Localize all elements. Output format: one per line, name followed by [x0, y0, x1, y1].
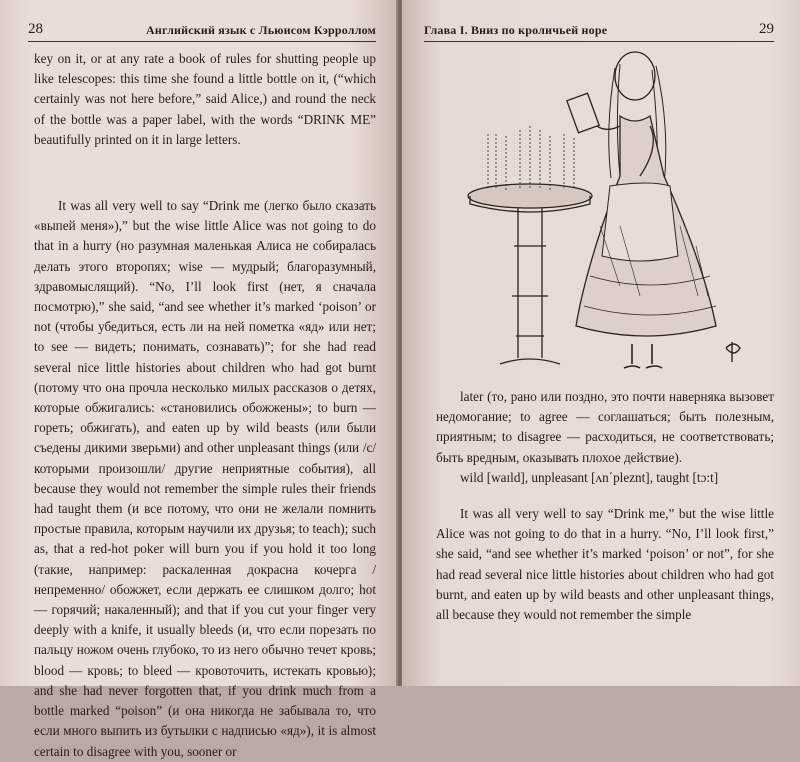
right-running-head: Глава I. Вниз по кроличьей норе — [424, 23, 608, 37]
left-page — [0, 0, 398, 759]
transcription-line: wild [waɪld], unpleasant [ʌn΄pleznt], taught [tɔ:t] — [460, 469, 719, 485]
left-paragraph-2: It was all very well to say “Drink me (легко было сказать «выпей меня»),” but the wise little Alice was not going to do that in a hurry (но разумная маленькая Алиса не собиралась делать этого второпях; wise — мудрый; благоразумный, здравомыслящий). “No, I’ll look first (нет, я сначала посмотрю),” she said, “and see whether it’s marked ‘poison’ or not (чтобы убедиться, есть ли на ней пометка «яд» или нет; to see — видеть; понимать, сознавать)”; for she had read several nice little histories about children who had got burnt (потому что она прочла несколько милых рассказов о детях, которые обжигались: «становились обожжены»; to burn — гореть; обжигать), and eaten up by wild beasts (или были съедены дикими зверьми) and other unpleasant things (или /с/ которыми произошли/ другие неприятные события), all because they would not remember the simple rules their friends had taught them (и все потому, что они не желали помнить простые правила, которым научили их друзья; to teach); such as, that a red-hot poker will burn you if you hold it too long (такие, например: раскаленная докрасна кочерга /непременно/ обожжет, если держать ее слишком долго; hot — горячий; накаленный); and that if you cut your finger very deeply with a knife, it usually bleeds (и, что если порезать по пальцу ножом очень глубоко, то из него обычно течет кровь; blood — кровь; to bleed — кровоточить, истекать кровью); and she had never forgotten that, if you drink much from a bottle marked “poison” (и она никогда не забывала то, что если много выпить из бутылки с надписью «яд»), it is almost certain to disagree with you, sooner or — [34, 198, 376, 759]
right-page-number: 29 — [759, 21, 774, 37]
alice-illustration — [460, 46, 760, 376]
paragraph-gap — [34, 150, 376, 196]
right-paragraph-2: It was all very well to say “Drink me,” but the wise little Alice was not going to do that in a hurry. “No, I’ll look first,” she said, “and see whether it’s marked ‘poison’ or not”, for she had read several nice little histories about children who had got burnt, and eaten up by wild beasts and other unpleasant things, all because they would not remember the simple — [436, 506, 774, 623]
right-page-text — [424, 381, 782, 625]
left-page-number: 28 — [28, 21, 43, 37]
right-page — [402, 0, 800, 686]
right-paragraph-1: later (то, рано или поздно, это почти наверняка вызовет недомогание; to agree — соглашаться; быть полезным, приятным; to disagree — расходиться, не соответствовать; быть вредным, оказывать плохое действие). — [436, 389, 774, 465]
left-page-text — [18, 42, 376, 762]
left-paragraph-1: key on it, or at any rate a book of rules for shutting people up like telescopes: this time she found a little bottle on it, (“which certainly was not here before,” said Alice,) and round the neck of the bottle was a paper label, with the words “DRINK ME” beautifully printed on it in large letters. — [34, 51, 376, 147]
left-running-head: Английский язык с Льюисом Кэрроллом — [146, 23, 376, 37]
right-page-header — [424, 0, 774, 42]
left-page-header — [28, 0, 376, 42]
